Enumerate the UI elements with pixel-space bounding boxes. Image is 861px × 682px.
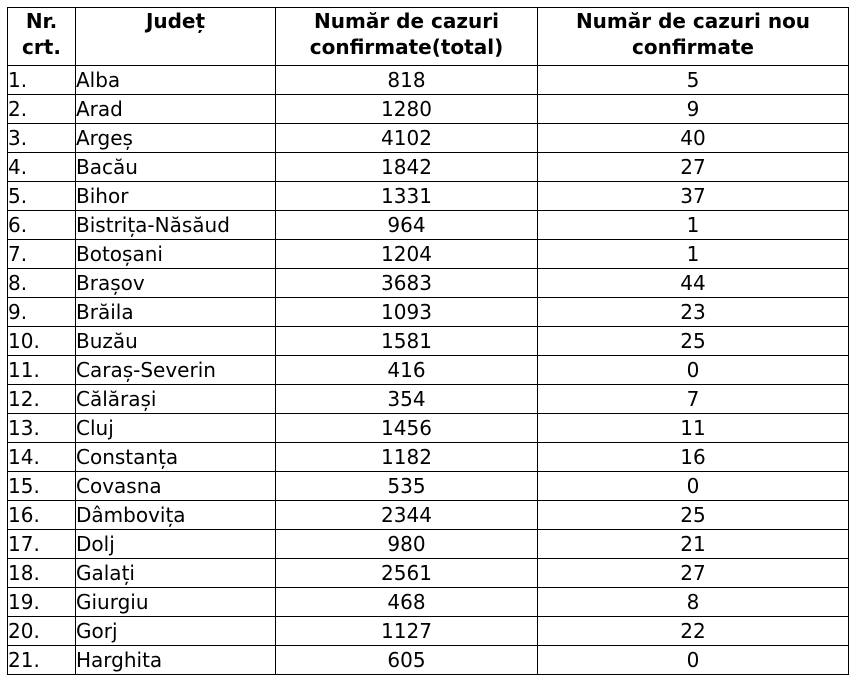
cell-judet: Bistrița-Năsăud (76, 211, 276, 240)
cell-nr: 18. (8, 559, 76, 588)
header-nr-line-1: Nr. (25, 9, 58, 33)
cell-nr: 2. (8, 95, 76, 124)
header-new-cases (538, 8, 849, 66)
table-row (8, 646, 849, 675)
table-row (8, 298, 849, 327)
header-new-line-1: Număr de cazuri nou (575, 9, 811, 33)
cell-total-cases: 1331 (276, 182, 538, 211)
cell-judet: Brăila (76, 298, 276, 327)
header-row (8, 8, 849, 66)
cell-nr: 17. (8, 530, 76, 559)
cell-judet: Dâmbovița (76, 501, 276, 530)
cell-nr: 20. (8, 617, 76, 646)
cell-new-cases: 16 (538, 443, 849, 472)
table-row (8, 124, 849, 153)
cell-nr: 1. (8, 66, 76, 95)
cases-table (7, 7, 849, 675)
cell-total-cases: 1280 (276, 95, 538, 124)
cell-total-cases: 1093 (276, 298, 538, 327)
cell-total-cases: 468 (276, 588, 538, 617)
cell-judet: Giurgiu (76, 588, 276, 617)
cell-judet: Caraș-Severin (76, 356, 276, 385)
cell-nr: 16. (8, 501, 76, 530)
cell-total-cases: 818 (276, 66, 538, 95)
table-row (8, 617, 849, 646)
cell-total-cases: 3683 (276, 269, 538, 298)
header-total-line-1: Număr de cazuri (314, 9, 499, 33)
cell-nr: 3. (8, 124, 76, 153)
cell-nr: 19. (8, 588, 76, 617)
cell-new-cases: 25 (538, 501, 849, 530)
cell-nr: 7. (8, 240, 76, 269)
cell-new-cases: 22 (538, 617, 849, 646)
cell-new-cases: 5 (538, 66, 849, 95)
cell-new-cases: 0 (538, 356, 849, 385)
cell-nr: 15. (8, 472, 76, 501)
cell-new-cases: 27 (538, 153, 849, 182)
cell-nr: 14. (8, 443, 76, 472)
cell-judet: Constanța (76, 443, 276, 472)
cell-nr: 21. (8, 646, 76, 675)
header-new-line-2: confirmate (632, 35, 754, 59)
cell-nr: 5. (8, 182, 76, 211)
cell-judet: Călărași (76, 385, 276, 414)
table-row (8, 240, 849, 269)
cell-total-cases: 1127 (276, 617, 538, 646)
cell-total-cases: 4102 (276, 124, 538, 153)
cell-nr: 10. (8, 327, 76, 356)
table-row (8, 95, 849, 124)
cell-total-cases: 1204 (276, 240, 538, 269)
cell-total-cases: 354 (276, 385, 538, 414)
cell-nr: 13. (8, 414, 76, 443)
table-row (8, 414, 849, 443)
cell-nr: 11. (8, 356, 76, 385)
cell-new-cases: 25 (538, 327, 849, 356)
table-row (8, 327, 849, 356)
header-nr-line-2: crt. (22, 35, 61, 59)
cell-judet: Dolj (76, 530, 276, 559)
cell-total-cases: 416 (276, 356, 538, 385)
cell-new-cases: 0 (538, 472, 849, 501)
table-row (8, 269, 849, 298)
cell-new-cases: 0 (538, 646, 849, 675)
cell-judet: Gorj (76, 617, 276, 646)
cell-total-cases: 1581 (276, 327, 538, 356)
table-row (8, 356, 849, 385)
cell-total-cases: 605 (276, 646, 538, 675)
cell-total-cases: 1456 (276, 414, 538, 443)
cell-new-cases: 21 (538, 530, 849, 559)
cell-new-cases: 40 (538, 124, 849, 153)
table-row (8, 501, 849, 530)
cell-total-cases: 1182 (276, 443, 538, 472)
header-judet (76, 8, 276, 66)
cell-total-cases: 964 (276, 211, 538, 240)
header-judet-line-1: Județ (145, 9, 206, 33)
cell-new-cases: 11 (538, 414, 849, 443)
cell-total-cases: 1842 (276, 153, 538, 182)
header-nr-crt (8, 8, 76, 66)
cell-new-cases: 37 (538, 182, 849, 211)
table-row (8, 588, 849, 617)
cell-judet: Argeș (76, 124, 276, 153)
cell-new-cases: 1 (538, 211, 849, 240)
table-row (8, 182, 849, 211)
cell-new-cases: 1 (538, 240, 849, 269)
cell-judet: Bacău (76, 153, 276, 182)
cell-judet: Buzău (76, 327, 276, 356)
cell-total-cases: 535 (276, 472, 538, 501)
cell-new-cases: 23 (538, 298, 849, 327)
table-row (8, 385, 849, 414)
header-total-cases (276, 8, 538, 66)
cell-judet: Harghita (76, 646, 276, 675)
cell-new-cases: 8 (538, 588, 849, 617)
cell-judet: Alba (76, 66, 276, 95)
cell-judet: Brașov (76, 269, 276, 298)
table-row (8, 530, 849, 559)
cell-new-cases: 9 (538, 95, 849, 124)
cell-judet: Covasna (76, 472, 276, 501)
cell-total-cases: 980 (276, 530, 538, 559)
cell-new-cases: 44 (538, 269, 849, 298)
table-row (8, 153, 849, 182)
table-row (8, 559, 849, 588)
cell-new-cases: 7 (538, 385, 849, 414)
cell-judet: Bihor (76, 182, 276, 211)
cell-total-cases: 2344 (276, 501, 538, 530)
table-row (8, 472, 849, 501)
table-row (8, 211, 849, 240)
cell-total-cases: 2561 (276, 559, 538, 588)
cell-judet: Arad (76, 95, 276, 124)
header-total-line-2: confirmate(total) (309, 35, 504, 59)
cell-nr: 12. (8, 385, 76, 414)
cell-new-cases: 27 (538, 559, 849, 588)
cell-judet: Cluj (76, 414, 276, 443)
cell-judet: Galați (76, 559, 276, 588)
cell-nr: 9. (8, 298, 76, 327)
cell-nr: 8. (8, 269, 76, 298)
table-row (8, 66, 849, 95)
cell-nr: 4. (8, 153, 76, 182)
cell-nr: 6. (8, 211, 76, 240)
cell-judet: Botoșani (76, 240, 276, 269)
table-row (8, 443, 849, 472)
table-body (8, 66, 849, 675)
